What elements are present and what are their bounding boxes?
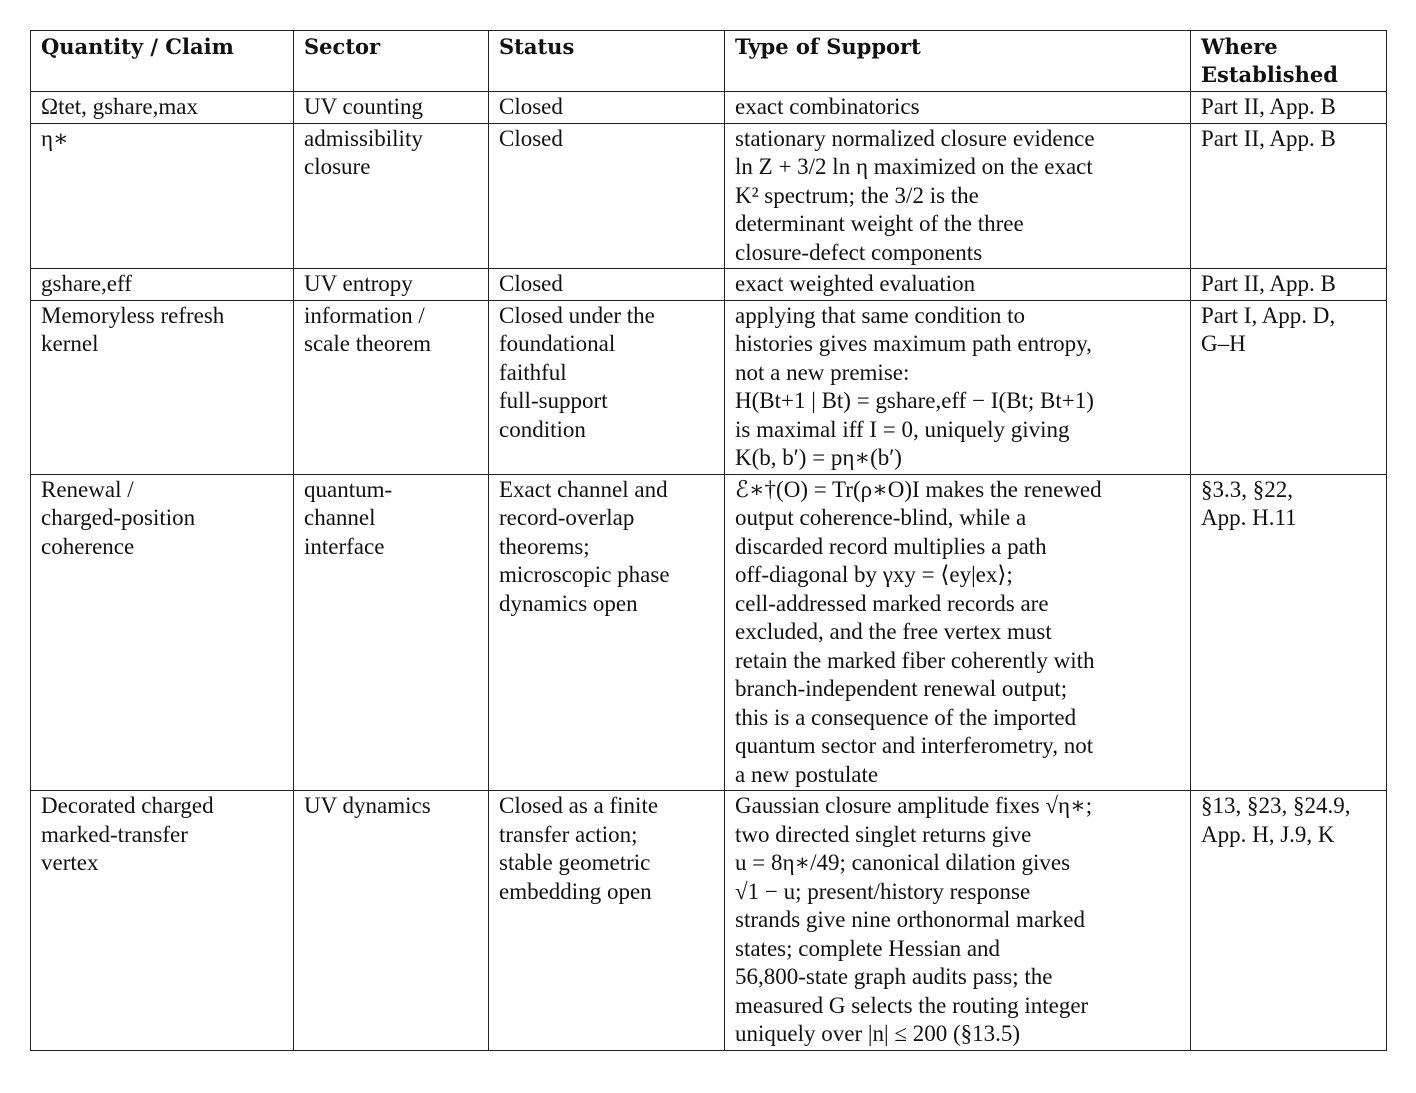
cell-sector <box>294 474 489 791</box>
header-status: Status <box>489 31 725 92</box>
cell-where-established <box>1191 474 1387 791</box>
cell-line: Memoryless refresh <box>41 302 225 328</box>
cell-line: charged-position <box>41 505 196 530</box>
cell-status <box>489 269 725 301</box>
cell-line: a new postulate <box>735 761 879 787</box>
cell-line: is maximal iff I = 0, uniquely giving <box>735 416 1070 442</box>
cell-line: App. H, J.9, K <box>1201 821 1335 847</box>
table-row <box>31 92 1387 124</box>
cell-type-of-support <box>725 123 1191 269</box>
cell-status <box>489 92 725 124</box>
cell-line: UV dynamics <box>304 793 431 818</box>
cell-status <box>489 300 725 474</box>
cell-line: Exact channel and <box>499 476 668 502</box>
cell-line: Decorated charged <box>41 793 214 818</box>
cell-line: closure <box>304 154 371 179</box>
cell-line: UV entropy <box>304 271 413 296</box>
cell-line: uniquely over |n| ≤ 200 (§13.5) <box>735 1021 1021 1046</box>
cell-line: Closed under the <box>499 302 655 328</box>
cell-line: branch-independent renewal output; <box>735 676 1068 701</box>
cell-quantity-claim <box>31 123 294 269</box>
cell-quantity-claim <box>31 300 294 474</box>
cell-line: Part II, App. B <box>1201 94 1336 119</box>
cell-line: states; complete Hessian and <box>735 935 1001 961</box>
cell-line: retain the marked fiber coherently with <box>735 647 1095 673</box>
cell-sector <box>294 269 489 301</box>
table-row <box>31 269 1387 301</box>
table-row <box>31 300 1387 474</box>
cell-line: record-overlap <box>499 505 635 530</box>
cell-line: measured G selects the routing integer <box>735 992 1089 1018</box>
cell-line: App. H.11 <box>1201 505 1297 530</box>
cell-line: stationary normalized closure evidence <box>735 125 1095 151</box>
cell-line: Closed <box>499 125 563 151</box>
cell-line: theorems; <box>499 533 590 559</box>
cell-line: Ωtet, gshare,max <box>41 94 198 119</box>
cell-where-established <box>1191 791 1387 1051</box>
cell-line: coherence <box>41 533 135 559</box>
cell-line: stable geometric <box>499 850 651 875</box>
cell-line: kernel <box>41 331 99 356</box>
cell-line: exact combinatorics <box>735 94 920 119</box>
table-row <box>31 474 1387 791</box>
cell-where-established <box>1191 92 1387 124</box>
header-sector: Sector <box>294 31 489 92</box>
cell-sector <box>294 123 489 269</box>
cell-line: determinant weight of the three <box>735 211 1024 236</box>
cell-line: §3.3, §22, <box>1201 476 1293 502</box>
cell-quantity-claim <box>31 92 294 124</box>
cell-line: √1 − u; present/history response <box>735 878 1031 904</box>
cell-type-of-support <box>725 300 1191 474</box>
cell-line: two directed singlet returns give <box>735 821 1032 847</box>
cell-line: vertex <box>41 850 99 875</box>
cell-line: closure-defect components <box>735 239 983 265</box>
cell-line: strands give nine orthonormal marked <box>735 907 1086 932</box>
cell-sector <box>294 300 489 474</box>
cell-line: excluded, and the free vertex must <box>735 619 1052 644</box>
cell-where-established <box>1191 123 1387 269</box>
cell-quantity-claim <box>31 269 294 301</box>
cell-line: §13, §23, §24.9, <box>1201 793 1351 818</box>
cell-line: off-diagonal by γxy = ⟨ey|ex⟩; <box>735 562 1013 587</box>
cell-where-established <box>1191 269 1387 301</box>
cell-line: full-support <box>499 388 608 413</box>
cell-line: interface <box>304 533 385 559</box>
cell-line: Closed as a finite <box>499 793 659 818</box>
cell-line: quantum- <box>304 476 393 502</box>
cell-line: condition <box>499 416 586 442</box>
cell-line: Renewal / <box>41 476 134 502</box>
cell-line: ℰ∗†(O) = Tr(ρ∗O)I makes the renewed <box>735 476 1102 502</box>
cell-line: marked-transfer <box>41 821 188 847</box>
cell-line: K² spectrum; the 3/2 is the <box>735 182 979 208</box>
cell-type-of-support <box>725 269 1191 301</box>
cell-quantity-claim <box>31 474 294 791</box>
cell-line: K(b, b′) = pη∗(b′) <box>735 445 902 470</box>
cell-line: admissibility <box>304 125 423 151</box>
cell-line: quantum sector and interferometry, not <box>735 733 1094 758</box>
cell-line: Closed <box>499 94 563 119</box>
cell-line: Part II, App. B <box>1201 125 1336 151</box>
cell-type-of-support <box>725 92 1191 124</box>
header-quantity-claim: Quantity / Claim <box>31 31 294 92</box>
cell-line: H(Bt+1 | Bt) = gshare,eff − I(Bt; Bt+1) <box>735 388 1094 413</box>
header-type-of-support: Type of Support <box>725 31 1191 92</box>
cell-line: scale theorem <box>304 331 432 356</box>
cell-line: UV counting <box>304 94 424 119</box>
cell-line: cell-addressed marked records are <box>735 590 1049 616</box>
cell-line: applying that same condition to <box>735 302 1026 328</box>
cell-line: Closed <box>499 271 563 296</box>
cell-line: η∗ <box>41 125 69 151</box>
claims-table <box>30 30 1387 1051</box>
cell-line: discarded record multiplies a path <box>735 533 1047 559</box>
cell-line: ln Z + 3/2 ln η maximized on the exact <box>735 154 1093 179</box>
cell-line: microscopic phase <box>499 562 670 587</box>
cell-status <box>489 791 725 1051</box>
cell-line: embedding open <box>499 878 652 904</box>
cell-line: G–H <box>1201 331 1246 356</box>
cell-line: foundational <box>499 331 616 356</box>
cell-line: transfer action; <box>499 821 638 847</box>
cell-line: exact weighted evaluation <box>735 271 976 296</box>
cell-line: Part I, App. D, <box>1201 302 1336 328</box>
cell-sector <box>294 791 489 1051</box>
table-row <box>31 791 1387 1051</box>
cell-status <box>489 123 725 269</box>
cell-line: output coherence-blind, while a <box>735 505 1027 530</box>
cell-line: u = 8η∗/49; canonical dilation gives <box>735 850 1071 875</box>
cell-sector <box>294 92 489 124</box>
table-row <box>31 123 1387 269</box>
header-row <box>31 31 1387 92</box>
cell-line: not a new premise: <box>735 359 910 385</box>
cell-line: 56,800-state graph audits pass; the <box>735 964 1053 989</box>
cell-line: dynamics open <box>499 590 638 616</box>
cell-type-of-support <box>725 791 1191 1051</box>
cell-line: information / <box>304 302 425 328</box>
cell-line: histories gives maximum path entropy, <box>735 331 1092 356</box>
cell-line: faithful <box>499 359 567 385</box>
table-body <box>31 92 1387 1051</box>
cell-where-established <box>1191 300 1387 474</box>
cell-line: this is a consequence of the imported <box>735 704 1077 730</box>
cell-type-of-support <box>725 474 1191 791</box>
cell-line: Part II, App. B <box>1201 271 1336 296</box>
cell-line: gshare,eff <box>41 271 132 296</box>
cell-quantity-claim <box>31 791 294 1051</box>
cell-line: channel <box>304 505 376 530</box>
header-where-established: Where Established <box>1191 31 1387 92</box>
cell-line: Gaussian closure amplitude fixes √η∗; <box>735 793 1093 818</box>
cell-status <box>489 474 725 791</box>
